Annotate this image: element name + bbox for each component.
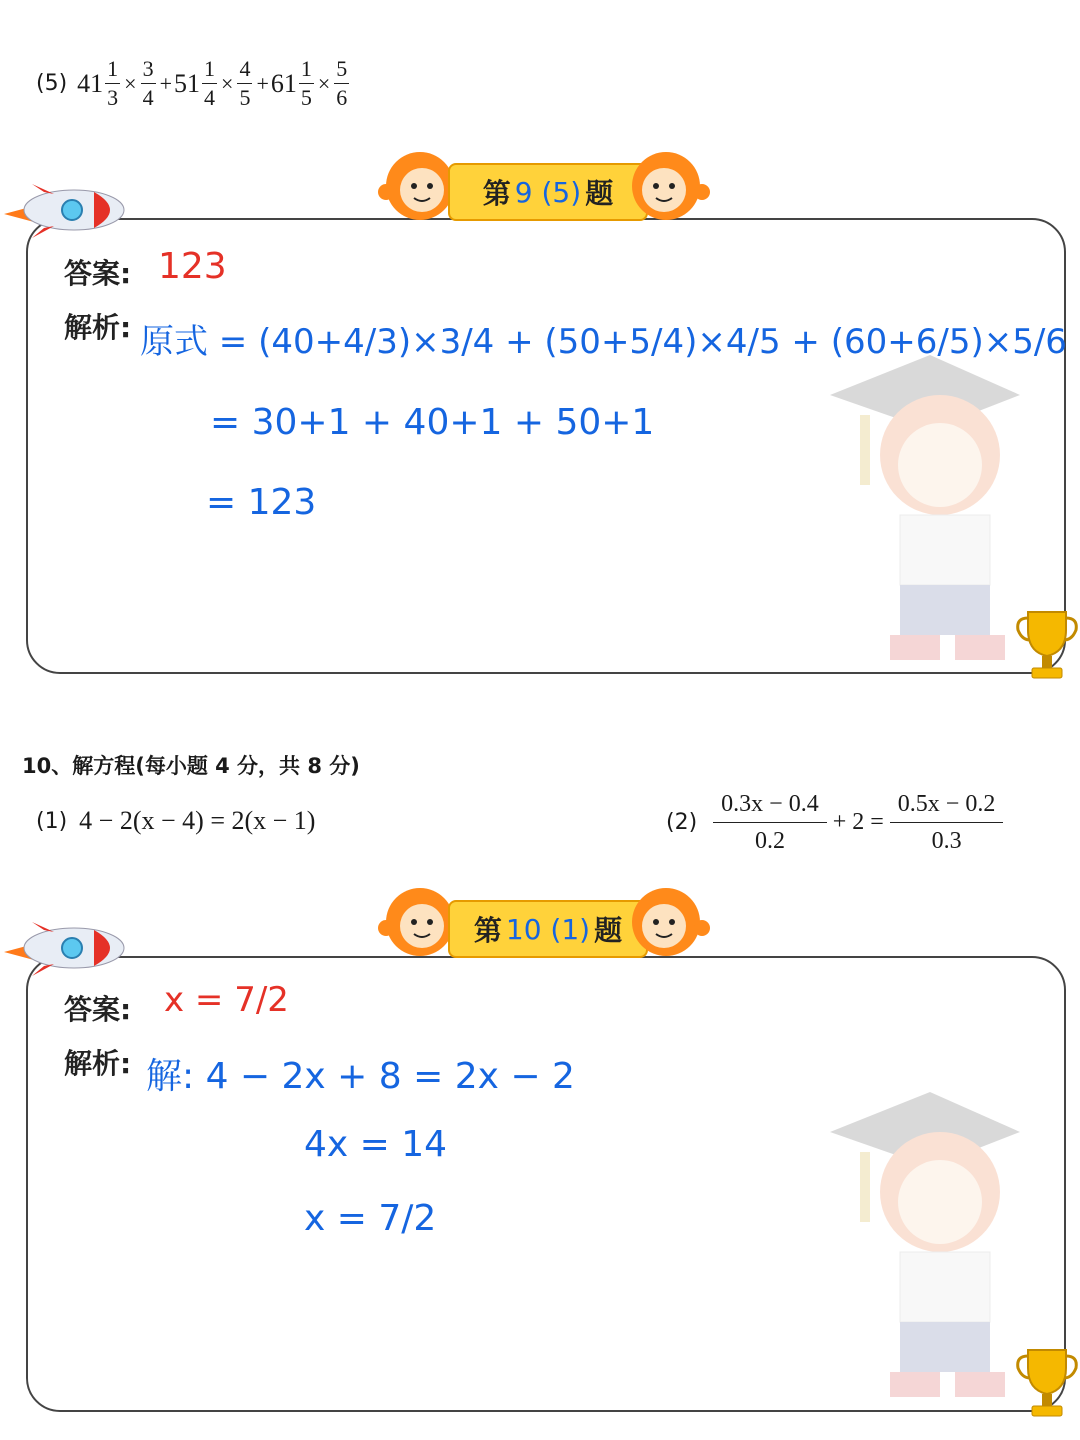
trophy-icon	[1014, 606, 1080, 686]
solution-step-1: 解: 4 − 2x + 8 = 2x − 2	[146, 1056, 575, 1097]
analysis-label: 解析:	[64, 311, 132, 344]
analysis-label: 解析:	[64, 1047, 132, 1080]
q9-expression: (5) 41 $\frac{1}{3}$ × $\frac{3}{4}$ + 51 $\frac{1}{4}$ × $\frac{4}{5}$ + 61 $\frac{1}{5}$ × $\frac{5}{6}$	[36, 56, 348, 110]
rocket-icon	[4, 184, 126, 240]
question-badge-q10: 第 10 (1) 题	[448, 900, 648, 958]
question-badge-q9: 第 9 (5) 题	[448, 163, 648, 221]
trophy-icon	[1014, 1344, 1080, 1424]
q10-part1: (1) 4 − 2(x − 4) = 2(x − 1)	[36, 806, 316, 835]
answer-label: 答案:	[64, 993, 132, 1026]
monkey-mascot-icon	[622, 146, 714, 226]
rocket-icon	[4, 922, 126, 978]
answer-value: x = 7/2	[164, 980, 289, 1020]
answer-label: 答案:	[64, 257, 132, 290]
fraction: $\frac{5}{6}$	[336, 56, 348, 110]
q10-heading: 10、解方程(每小题 4 分，共 8 分)	[22, 754, 360, 778]
fraction: $\frac{1}{4}$	[204, 56, 216, 110]
fraction: $\frac{1}{5}$	[300, 56, 312, 110]
fraction: $\frac{0.5x - 0.2}{0.3}$	[890, 792, 1004, 853]
fraction: $\frac{1}{3}$	[107, 56, 119, 110]
fraction: $\frac{4}{5}$	[239, 56, 251, 110]
solution-step-3: = 123	[206, 482, 317, 523]
q10-part2: (2) $\frac{0.3x - 0.4}{0.2}$ + 2 = $\frac{0.5x - 0.2}{0.3}$	[666, 792, 1005, 853]
solution-step-2: 4x = 14	[304, 1124, 448, 1165]
solution-step-3: x = 7/2	[304, 1198, 437, 1239]
solution-step-2: = 30+1 + 40+1 + 50+1	[210, 402, 655, 443]
q9-prefix: (5)	[36, 71, 68, 96]
answer-value: 123	[158, 246, 227, 287]
fraction: $\frac{0.3x - 0.4}{0.2}$	[713, 792, 827, 853]
fraction: $\frac{3}{4}$	[142, 56, 154, 110]
solution-step-1: 原式 = (40+4/3)×3/4 + (50+5/4)×4/5 + (60+6/5)×5/6	[140, 322, 1067, 362]
monkey-mascot-icon	[622, 882, 714, 962]
